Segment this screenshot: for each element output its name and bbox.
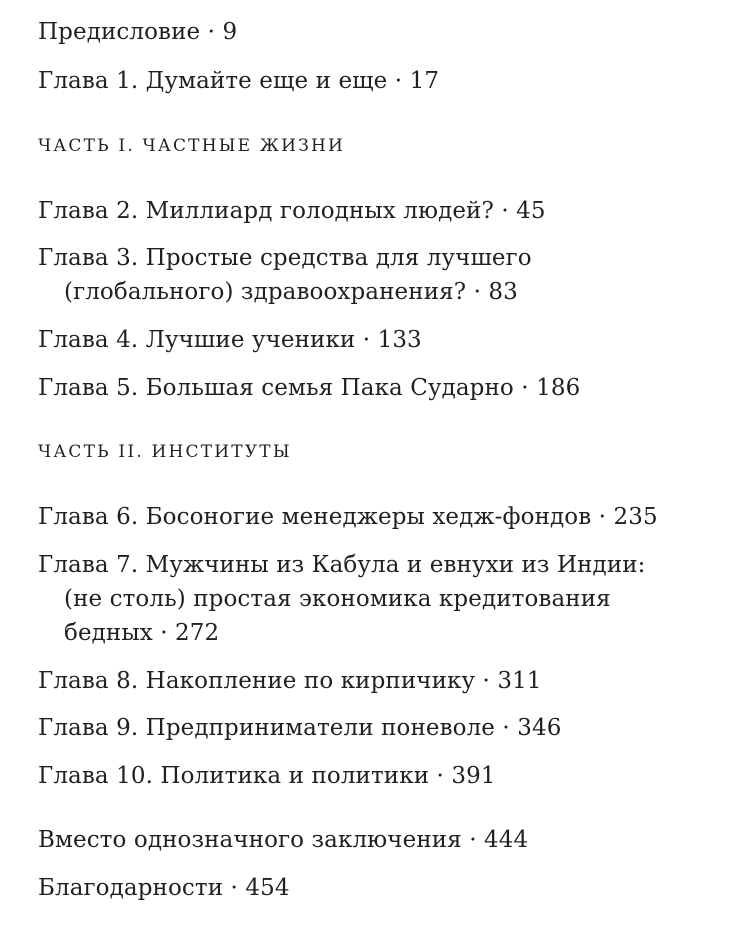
toc-entry-label: Глава 10. Политика и политики · 391 — [38, 763, 496, 789]
toc-entry-label-line-1: Глава 3. Простые средства для лучшего — [38, 245, 532, 271]
toc-entry-chapter-4[interactable] — [38, 323, 422, 357]
toc-entry-preface[interactable] — [38, 15, 237, 49]
toc-entry-label: Глава 2. Миллиард голодных людей? · 45 — [38, 198, 546, 224]
toc-entry-conclusion[interactable] — [38, 823, 528, 857]
toc-entry-chapter-10[interactable] — [38, 759, 496, 793]
part-heading-2 — [38, 440, 292, 464]
toc-entry-label: Благодарности · 454 — [38, 875, 290, 901]
toc-entry-label: Глава 9. Предприниматели поневоле · 346 — [38, 715, 562, 741]
toc-entry-label-line-2: (не столь) простая экономика кредитования — [64, 586, 611, 612]
toc-entry-label: Глава 1. Думайте еще и еще · 17 — [38, 68, 440, 94]
toc-entry-chapter-6[interactable] — [38, 500, 658, 534]
toc-entry-label: Вместо однозначного заключения · 444 — [38, 827, 529, 853]
toc-entry-label: Глава 5. Большая семья Пака Сударно · 186 — [38, 375, 581, 401]
toc-entry-label: Глава 6. Босоногие менеджеры хедж-фондов · 235 — [38, 504, 658, 530]
toc-entry-chapter-8[interactable] — [38, 664, 542, 698]
toc-entry-label-line-1: Глава 7. Мужчины из Кабула и евнухи из Индии: — [38, 552, 646, 578]
toc-entry-chapter-2[interactable] — [38, 194, 546, 228]
toc-entry-chapter-9[interactable] — [38, 711, 561, 745]
part-heading-label: ЧАСТЬ I. ЧАСТНЫЕ ЖИЗНИ — [38, 136, 346, 156]
toc-entry-chapter-7[interactable] — [38, 548, 646, 650]
toc-entry-label: Глава 8. Накопление по кирпичику · 311 — [38, 668, 542, 694]
part-heading-label: ЧАСТЬ II. ИНСТИТУТЫ — [38, 442, 292, 462]
toc-entry-chapter-1[interactable] — [38, 64, 439, 98]
toc-entry-label-line-2: (глобального) здравоохранения? · 83 — [64, 279, 518, 305]
toc-entry-label-line-3: бедных · 272 — [64, 620, 220, 646]
toc-entry-label: Предисловие · 9 — [38, 19, 238, 45]
toc-entry-label: Глава 4. Лучшие ученики · 133 — [38, 327, 422, 353]
part-heading-1 — [38, 134, 345, 158]
toc-entry-chapter-3[interactable] — [38, 241, 532, 309]
toc-entry-chapter-5[interactable] — [38, 371, 580, 405]
toc-entry-acknowledgements[interactable] — [38, 871, 290, 905]
